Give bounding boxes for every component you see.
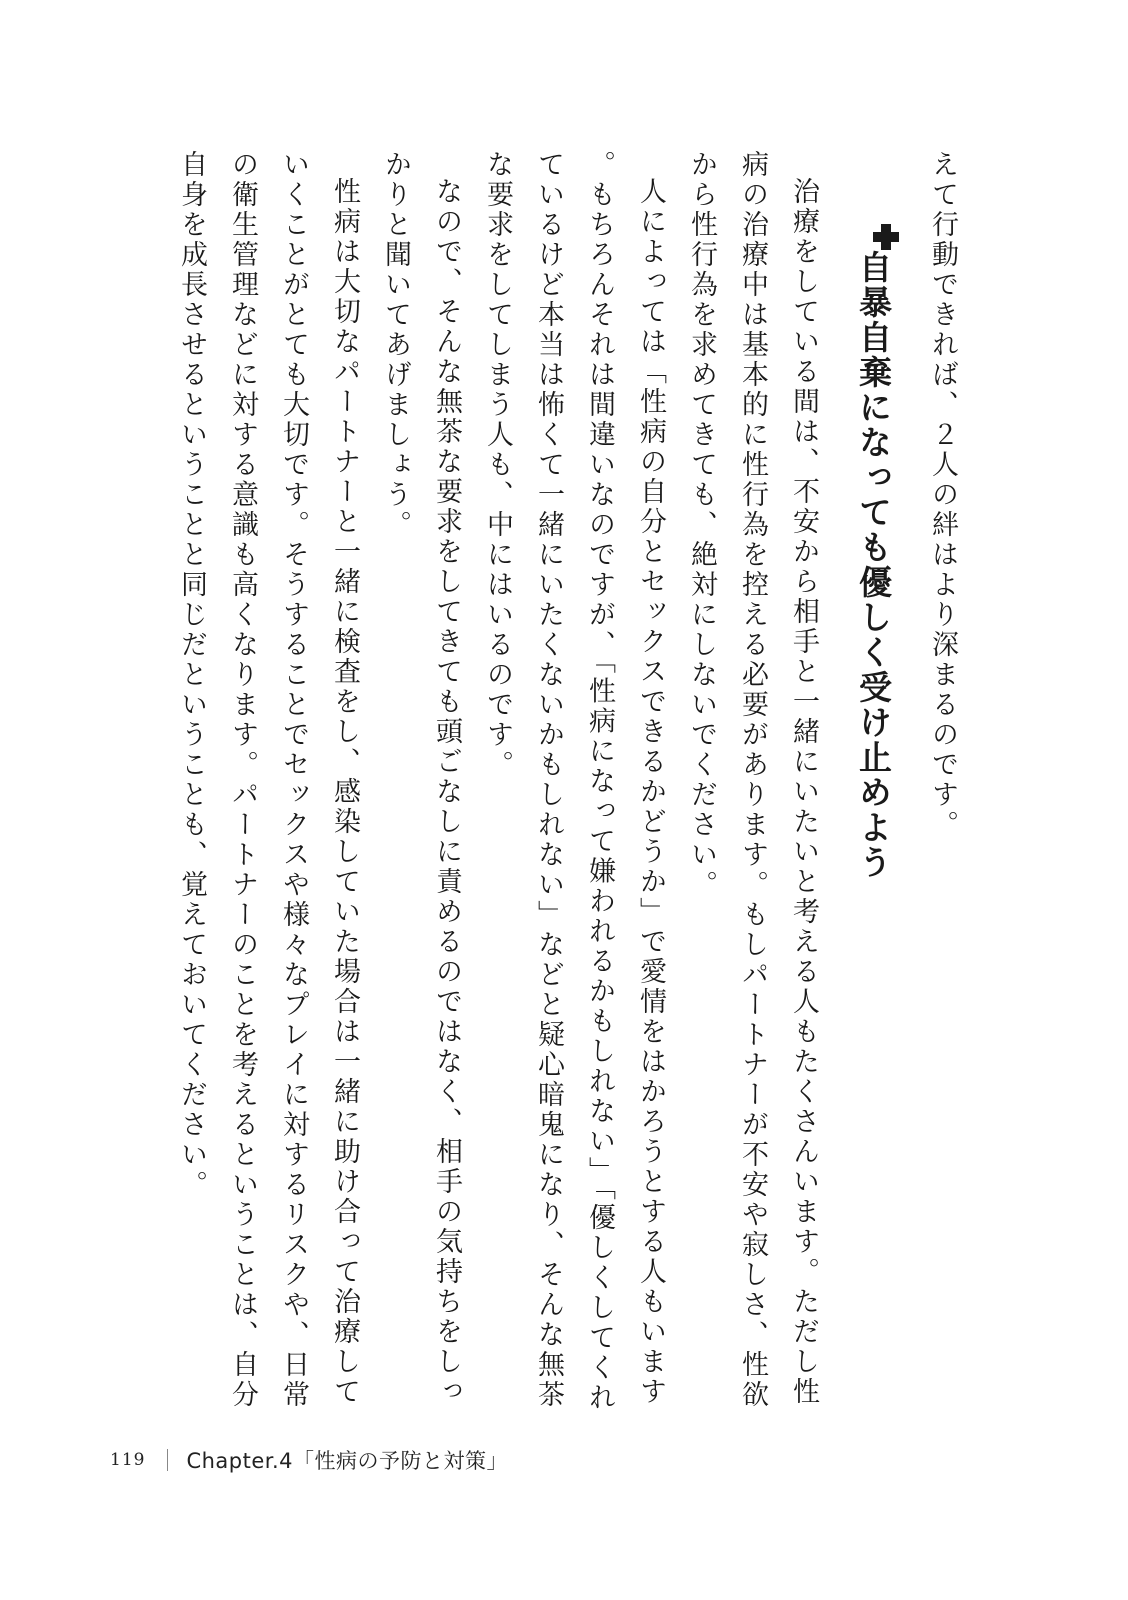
footer-divider	[167, 1449, 168, 1471]
section-heading-text: 自暴自棄になっても優しく受け止めよう	[854, 250, 893, 880]
body-paragraph: なので、そんな無茶な要求をしてきても頭ごなしに責めるのではなく、相手の気持ちをしっかりと聞いてあげましょう。	[380, 150, 462, 1407]
page-footer	[110, 1445, 508, 1475]
page-number: 119	[110, 1450, 146, 1470]
body-paragraph: 治療をしている間は、不安から相手と一緒にいたいと考える人もたくさんいます。ただし性病の治療中は基本的に性行為を控える必要があります。もしパートナーが不安や寂しさ、性欲から性行為を求めてきても、絶対にしないでください。	[686, 150, 819, 1410]
body-paragraph: 性病は大切なパートナーと一緒に検査をし、感染していた場合は一緒に助け合って治療していくことがとても大切です。そうすることでセックスや様々なプレイに対するリスクや、日常の衛生管理などに対する意識も高くなります。パートナーのことを考えるということは、自分自身を成長させるということと同じだということも、覚えておいてください。	[176, 150, 360, 1410]
cross-icon	[873, 224, 899, 250]
lead-paragraph: えて行動できれば、２人の絆はより深まるのです。	[927, 150, 958, 840]
vertical-body-text	[166, 150, 968, 1415]
chapter-title: Chapter.4「性病の予防と対策」	[186, 1449, 509, 1473]
section-heading	[837, 224, 909, 1415]
body-paragraph: 人によっては「性病の自分とセックスできるかどうか」で愛情をはかろうとする人もいます。もちろんそれは間違いなのですが、「性病になって嫌われるかもしれない」「優しくしてくれているけど本当は怖くて一緒にいたくないかもしれない」などと疑心暗鬼になり、そんな無茶な要求をしてしまう人も、中にはいるのです。	[482, 150, 666, 1413]
